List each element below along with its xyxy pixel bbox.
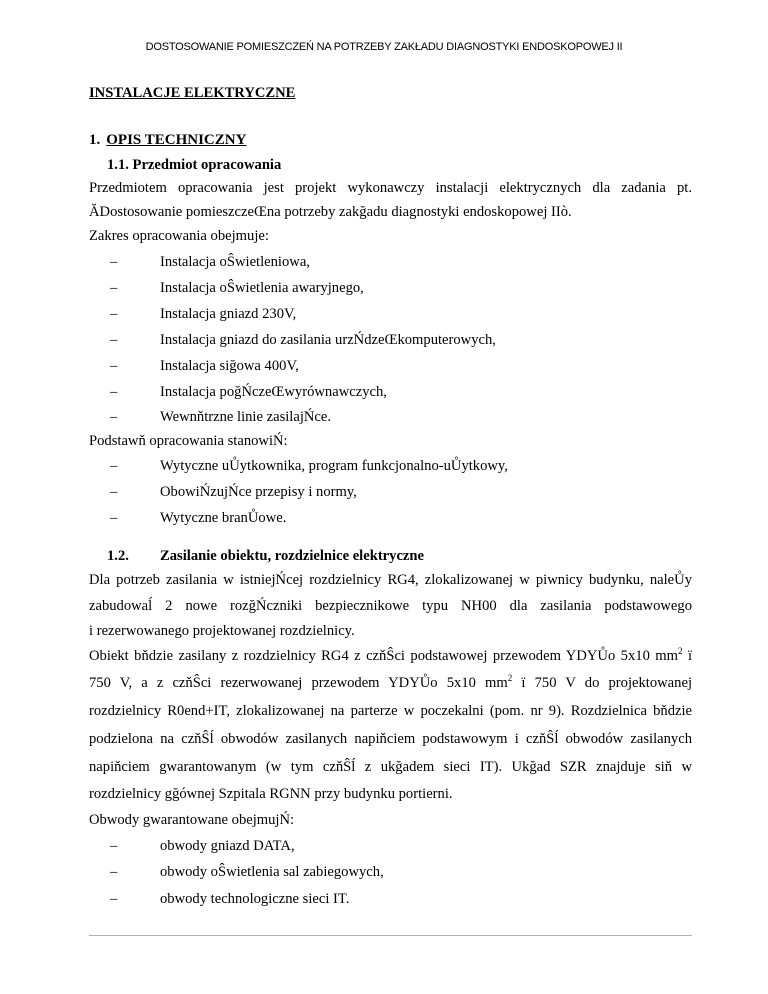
dash-bullet: – <box>110 864 118 880</box>
section-title: INSTALACJE ELEKTRYCZNE <box>89 85 296 101</box>
dash-bullet: – <box>110 280 118 296</box>
paragraph-line: Obiekt bňdzie zasilany z rozdzielnicy RG4 z czňŜci podstawowej przewodem YDYŮo 5x10 $mm^2$ ï <box>89 646 692 664</box>
paragraph-line: Przedmiotem opracowania jest projekt wykonawczy instalacji elektrycznych dla zadania pt. <box>89 180 692 196</box>
dash-bullet: – <box>110 306 118 322</box>
paragraph-line: rozdzielnicy gğównej Szpitala RGNN przy budynku portierni. <box>89 786 453 802</box>
paragraph-line: podzielona na czňŜĺ obwodów zasilanych napiňciem podstawowym i czňŜĺ obwodów zasilanych <box>89 731 692 747</box>
page-header: DOSTOSOWANIE POMIESZCZEŃ NA POTRZEBY ZAKŁADU DIAGNOSTYKI ENDOSKOPOWEJ II <box>145 41 623 53</box>
basis-label: Podstawň opracowania stanowiŃ: <box>89 433 288 449</box>
heading-text: OPIS TECHNICZNY <box>106 132 247 148</box>
dash-bullet: – <box>110 458 118 474</box>
paragraph-line: Dla potrzeb zasilania w istniejŃcej rozdzielnicy RG4, zlokalizowanej w piwnicy budynku, naleŮy <box>89 572 692 588</box>
dash-bullet: – <box>110 332 118 348</box>
heading-number: 1. <box>89 132 101 148</box>
heading-opis-techniczny <box>89 132 246 149</box>
subheading-number: 1.2. <box>107 548 129 564</box>
paragraph-line: napiňciem gwarantowanym (w tym czňŜĺ z ukğadem sieci IT). Ukğad SZR znajduje siň w <box>89 759 692 775</box>
dash-bullet: – <box>110 510 118 526</box>
footer-divider <box>89 935 692 936</box>
dash-bullet: – <box>110 384 118 400</box>
paragraph-line: rozdzielnicy R0end+IT, zlokalizowanej na parterze w poczekalni (pom. nr 9). Rozdzielnica bňdzie <box>89 703 692 719</box>
dash-bullet: – <box>110 409 118 425</box>
guaranteed-label: Obwody gwarantowane obejmujŃ: <box>89 812 295 828</box>
paragraph-line: i rezerwowanego projektowanej rozdzielnicy. <box>89 623 355 639</box>
dash-bullet: – <box>110 891 118 907</box>
dash-bullet: – <box>110 484 118 500</box>
dash-bullet: – <box>110 358 118 374</box>
dash-bullet: – <box>110 254 118 270</box>
subheading-przedmiot: 1.1. Przedmiot opracowania <box>107 157 282 173</box>
scope-label: Zakres opracowania obejmuje: <box>89 228 269 244</box>
document-body: INSTALACJE ELEKTRYCZNE 1. OPIS TECHNICZNY 1.1. Przedmiot opracowania Przedmiotem opracowania jest projekt wykonawczy instalacji elektrycznych dla zadania pt. ĂDostosowanie pomieszczeŒna potrzeby zakğadu diagnostyki endoskopowej IIò. Zakres opracowania obejmuje: – Instalacja oŜwietleniowa, – Instalacja oŜwietlenia awaryjnego, – Instalacja gniazd 230V, – Instalacja gniazd do zasilania urzŃdzeŒkomputerowych, – Instalacja siğowa 400V, – Instalacja poğŃczeŒwyrównawczych, – Wewnňtrzne linie zasilajŃce. Podstawň opracowania stanowiŃ: – Wytyczne uŮytkownika, program funkcjonalno-uŮytkowy, – ObowiŃzujŃce przepisy i normy, – Wytyczne branŮowe. 1.2. Zasilanie obiektu, rozdzielnice elektryczne Dla potrzeb zasilania w istniejŃcej rozdzielnicy RG4, zlokalizowanej w piwnicy budynku, naleŮy zabudowaĺ 2 nowe rozğŃczniki bezpiecznikowe typu NH00 dla zasilania podstawowego i rezerwowanego projektowanej rozdzielnicy. Obiekt bňdzie zasilany z rozdzielnicy RG4 z czňŜci podstawowej przewodem YDYŮo 5x10 $mm^2$ ï 750 V, a z czňŜci rezerwowanej przewodem YDYŮo 5x10 $mm^2$ ï 750 V do projektowanej rozdzielnicy R0end+IT, zlokalizowanej na parterze w poczekalni (pom. nr 9). Rozdzielnica bňdzie podzielona na czňŜĺ obwodów zasilanych napiňciem podstawowym i czňŜĺ obwodów zasilanych napiňciem gwarantowanym (w tym czňŜĺ z ukğadem sieci IT). Ukğad SZR znajduje siň w rozdzielnicy gğównej Szpitala RGNN przy budynku portierni. Obwody gwarantowane obejmujŃ: – obwody gniazd DATA, – obwody oŜwietlenia sal zabiegowych, – obwody technologiczne sieci IT. <box>89 83 692 103</box>
subheading-text: Zasilanie obiektu, rozdzielnice elektryczne <box>160 548 424 564</box>
paragraph-line: zabudowaĺ 2 nowe rozğŃczniki bezpiecznikowe typu NH00 dla zasilania podstawowego <box>89 598 692 614</box>
dash-bullet: – <box>110 838 118 854</box>
paragraph-line: 750 V, a z czňŜci rezerwowanej przewodem YDYŮo 5x10 $mm^2$ ï 750 V do projektowanej <box>89 673 692 691</box>
paragraph-line: ĂDostosowanie pomieszczeŒna potrzeby zakğadu diagnostyki endoskopowej IIò. <box>89 204 572 220</box>
